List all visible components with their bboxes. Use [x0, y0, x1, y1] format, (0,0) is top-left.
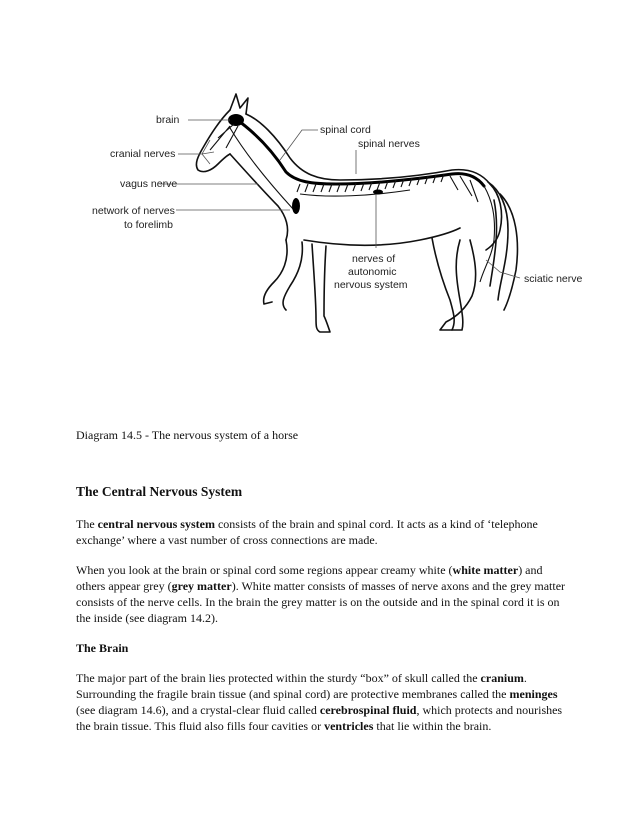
label-sciatic-nerve: sciatic nerve — [524, 273, 583, 285]
text-run: , which protects and nourishes the brain tissue. This fluid also fills four cavities or — [76, 703, 563, 733]
label-autonomic-line3: nervous system — [334, 279, 408, 291]
paragraph-brain — [76, 670, 566, 734]
bold-term: grey matter — [171, 579, 232, 593]
text-run: . Surrounding the fragile brain tissue (and spinal cord) are protective membranes called the — [76, 671, 527, 701]
hind-nerve-branches — [450, 176, 478, 202]
label-cranial-nerves: cranial nerves — [110, 148, 176, 160]
label-network-line1: network of nerves — [92, 205, 175, 217]
text-run: ) and others appear grey ( — [76, 563, 543, 593]
bold-term: ventricles — [324, 719, 374, 733]
text-run: consists of the brain and spinal cord. It acts as a kind of ‘telephone exchange’ where a vast number of cross connections are made. — [76, 517, 538, 547]
label-vagus-nerve: vagus nerve — [120, 178, 178, 190]
horse-nervous-system-diagram — [80, 90, 600, 390]
bold-term: white matter — [452, 563, 519, 577]
main-content — [76, 484, 566, 748]
text-run: that lie within the brain. — [373, 719, 492, 733]
leader-lines — [160, 120, 520, 278]
text-run: The — [76, 517, 98, 531]
label-spinal-cord: spinal cord — [320, 124, 371, 136]
autonomic-nerve-chain — [300, 190, 410, 196]
figure-caption: Diagram 14.5 - The nervous system of a horse — [76, 428, 299, 442]
text-run: ). White matter consists of masses of nerve axons and the grey matter consists of the nerve cells. In the brain the grey matter is on the outside and in the spinal cord it is on the inside (see diagram 14.2). — [76, 579, 566, 625]
bold-term: cranium — [480, 671, 524, 685]
text-run: (see diagram 14.6), and a crystal-clear fluid called — [76, 703, 320, 717]
subsection-heading: The Brain — [76, 641, 129, 655]
label-spinal-nerves: spinal nerves — [358, 138, 420, 150]
section-heading: The Central Nervous System — [76, 484, 243, 499]
bold-term: cerebrospinal fluid — [319, 703, 417, 717]
text-run: When you look at the brain or spinal cord some regions appear creamy white ( — [76, 563, 453, 577]
cranial-nerve-branches — [210, 124, 238, 150]
forelimb-plexus — [292, 198, 300, 214]
bold-term: central nervous system — [97, 517, 215, 531]
diagram-svg — [80, 90, 600, 390]
label-network-line2: to forelimb — [124, 219, 174, 231]
label-brain: brain — [156, 114, 180, 126]
bold-term: meninges — [509, 687, 558, 701]
autonomic-ganglion — [373, 190, 383, 195]
text-run: The major part of the brain lies protected within the sturdy “box” of skull called the — [76, 671, 481, 685]
paragraph-white-grey-matter — [76, 562, 566, 626]
label-autonomic-line2: autonomic — [348, 266, 397, 278]
label-autonomic-line1: nerves of — [352, 253, 396, 265]
paragraph-cns-definition — [76, 516, 566, 548]
